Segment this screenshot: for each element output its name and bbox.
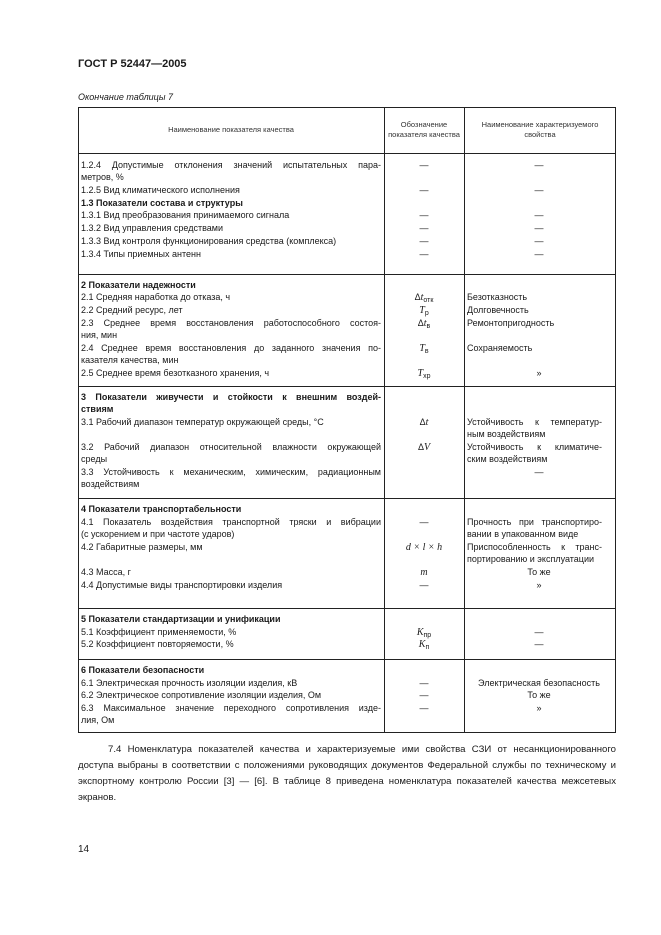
property-cell: » [536, 703, 542, 713]
table-row: 2.1 Средняя наработка до отказа, ч [81, 292, 231, 302]
table-row: 3.1 Рабочий диапазон температур окружающей среды, °С [81, 417, 324, 427]
property-cell: Устойчивость к климатиче- [467, 442, 602, 452]
row-divider [78, 386, 616, 387]
property-cell: Приспособленность к транс- [467, 542, 602, 552]
symbol-cell: — [419, 517, 429, 527]
body-paragraph [78, 742, 616, 806]
table-row: 4.3 Масса, г [81, 567, 131, 577]
property-cell: Долговечность [467, 305, 529, 315]
property-cell: — [534, 639, 544, 649]
symbol-cell: $\Delta t_в$ [417, 318, 431, 330]
property-cell: ным воздействиям [467, 429, 546, 439]
table-row: 2.4 Среднее время восстановления до заданного значения по- [81, 343, 381, 353]
symbol-cell: — [419, 580, 429, 590]
table-row: 6.3 Максимальное значение переходного сопротивления изде- [81, 703, 381, 713]
section-heading: 2 Показатели надежности [81, 280, 196, 290]
property-cell: Устойчивость к температур- [467, 417, 602, 427]
row-divider [78, 274, 616, 275]
property-cell: — [534, 627, 544, 637]
symbol-cell: m [420, 567, 428, 578]
symbol-cell: $\Delta t_{отк}$ [414, 292, 434, 304]
table-row: 4.4 Допустимые виды транспортировки изделия [81, 580, 283, 590]
table-row: 3.3 Устойчивость к механическим, химическим, радиационным [81, 467, 381, 477]
table-row: 5.1 Коэффициент применяемости, % [81, 627, 237, 637]
property-cell: — [534, 223, 544, 233]
symbol-cell: $K_п$ [418, 639, 430, 651]
symbol-cell: $K_{пр}$ [416, 627, 432, 639]
table-row: 6.1 Электрическая прочность изоляции изделия, кВ [81, 678, 298, 688]
property-cell: — [534, 210, 544, 220]
symbol-cell: $T_{хр}$ [417, 368, 431, 380]
section-heading: 6 Показатели безопасности [81, 665, 205, 675]
symbol-cell: ΔV [417, 442, 431, 453]
property-cell: — [534, 160, 544, 170]
symbol-cell: — [419, 678, 429, 688]
table-row: казателя качества, мин [81, 355, 179, 365]
section-heading: ствиям [81, 404, 114, 414]
page-number: 14 [78, 844, 90, 855]
column-header-property: Наименование характеризуемого свойства [481, 120, 599, 139]
section-heading: 4 Показатели транспортабельности [81, 504, 242, 514]
section-heading: 3 Показатели живучести и стойкости к внешним воздей- [81, 392, 381, 402]
header-divider [78, 153, 616, 154]
symbol-cell: — [419, 236, 429, 246]
section-heading: 1.3 Показатели состава и структуры [81, 198, 243, 208]
table-row: 5.2 Коэффициент повторяемости, % [81, 639, 234, 649]
table-row: 1.3.1 Вид преобразования принимаемого сигнала [81, 210, 290, 220]
table-row: 2.3 Среднее время восстановления работоспособного состоя- [81, 318, 381, 328]
symbol-cell: — [419, 185, 429, 195]
property-cell: — [534, 236, 544, 246]
row-divider [78, 498, 616, 499]
property-cell: Электрическая безопасность [478, 678, 600, 688]
table-row: 3.2 Рабочий диапазон относительной влажности окружающей [81, 442, 381, 452]
column-header-indicator: Наименование показателя качества [168, 125, 294, 134]
property-cell: — [534, 185, 544, 195]
table-caption: Окончание таблицы 7 [78, 92, 173, 102]
property-cell: Сохраняемость [467, 343, 533, 353]
table-row: 1.2.5 Вид климатического исполнения [81, 185, 240, 195]
table-row: (с ускорением и при частоте ударов) [81, 529, 235, 539]
property-cell: вании в упакованном виде [467, 529, 579, 539]
property-cell: То же [527, 567, 551, 577]
property-cell: » [536, 368, 542, 378]
column-header-symbol: Обозначение показателя качества [388, 120, 460, 139]
table-row: 1.2.4 Допустимые отклонения значений испытательных пара- [81, 160, 381, 170]
table-row: воздействиям [81, 479, 140, 489]
property-cell: То же [527, 690, 551, 700]
symbol-cell: $T_в$ [419, 343, 429, 355]
quality-table [78, 107, 616, 733]
symbol-cell: — [419, 160, 429, 170]
table-row: 4.2 Габаритные размеры, мм [81, 542, 203, 552]
paragraph-text: 7.4 Номенклатура показателей качества и характеризуемые ими свойства СЗИ от несанкционированного доступа выбраны в соответствии с положениями руководящих документов Федеральной службы по техническому и экспортному контролю России [3] — [6]. В таблице 8 приведена номенклатура показателей качества межсетевых экранов. [78, 744, 616, 803]
property-cell: Безотказность [467, 292, 528, 302]
table-row: среды [81, 454, 108, 464]
property-cell: — [534, 249, 544, 259]
symbol-cell: Δt [419, 417, 429, 428]
section-heading: 5 Показатели стандартизации и унификации [81, 614, 281, 624]
symbol-cell: $T_р$ [419, 305, 429, 317]
standard-header: ГОСТ Р 52447—2005 [78, 58, 187, 70]
column-divider [464, 107, 465, 733]
symbol-cell: — [419, 703, 429, 713]
table-row: 1.3.2 Вид управления средствами [81, 223, 223, 233]
symbol-cell: — [419, 223, 429, 233]
property-cell: Прочность при транспортиро- [467, 517, 602, 527]
table-row: метров, % [81, 172, 124, 182]
symbol-cell: — [419, 210, 429, 220]
table-row: 6.2 Электрическое сопротивление изоляции изделия, Ом [81, 690, 322, 700]
row-divider [78, 608, 616, 609]
property-cell: — [534, 467, 544, 477]
symbol-cell: d × l × h [405, 542, 443, 553]
property-cell: портированию и эксплуатации [467, 554, 595, 564]
row-divider [78, 659, 616, 660]
table-row: ния, мин [81, 330, 118, 340]
property-cell: ским воздействиям [467, 454, 548, 464]
table-row: 4.1 Показатель воздействия транспортной тряски и вибрации [81, 517, 381, 527]
property-cell: » [536, 580, 542, 590]
table-row: 1.3.4 Типы приемных антенн [81, 249, 201, 259]
table-row: лия, Ом [81, 715, 115, 725]
table-row: 2.5 Среднее время безотказного хранения, ч [81, 368, 270, 378]
property-cell: Ремонтопригодность [467, 318, 555, 328]
symbol-cell: — [419, 690, 429, 700]
symbol-cell: — [419, 249, 429, 259]
table-row: 1.3.3 Вид контроля функционирования средства (комплекса) [81, 236, 337, 246]
table-row: 2.2 Средний ресурс, лет [81, 305, 183, 315]
